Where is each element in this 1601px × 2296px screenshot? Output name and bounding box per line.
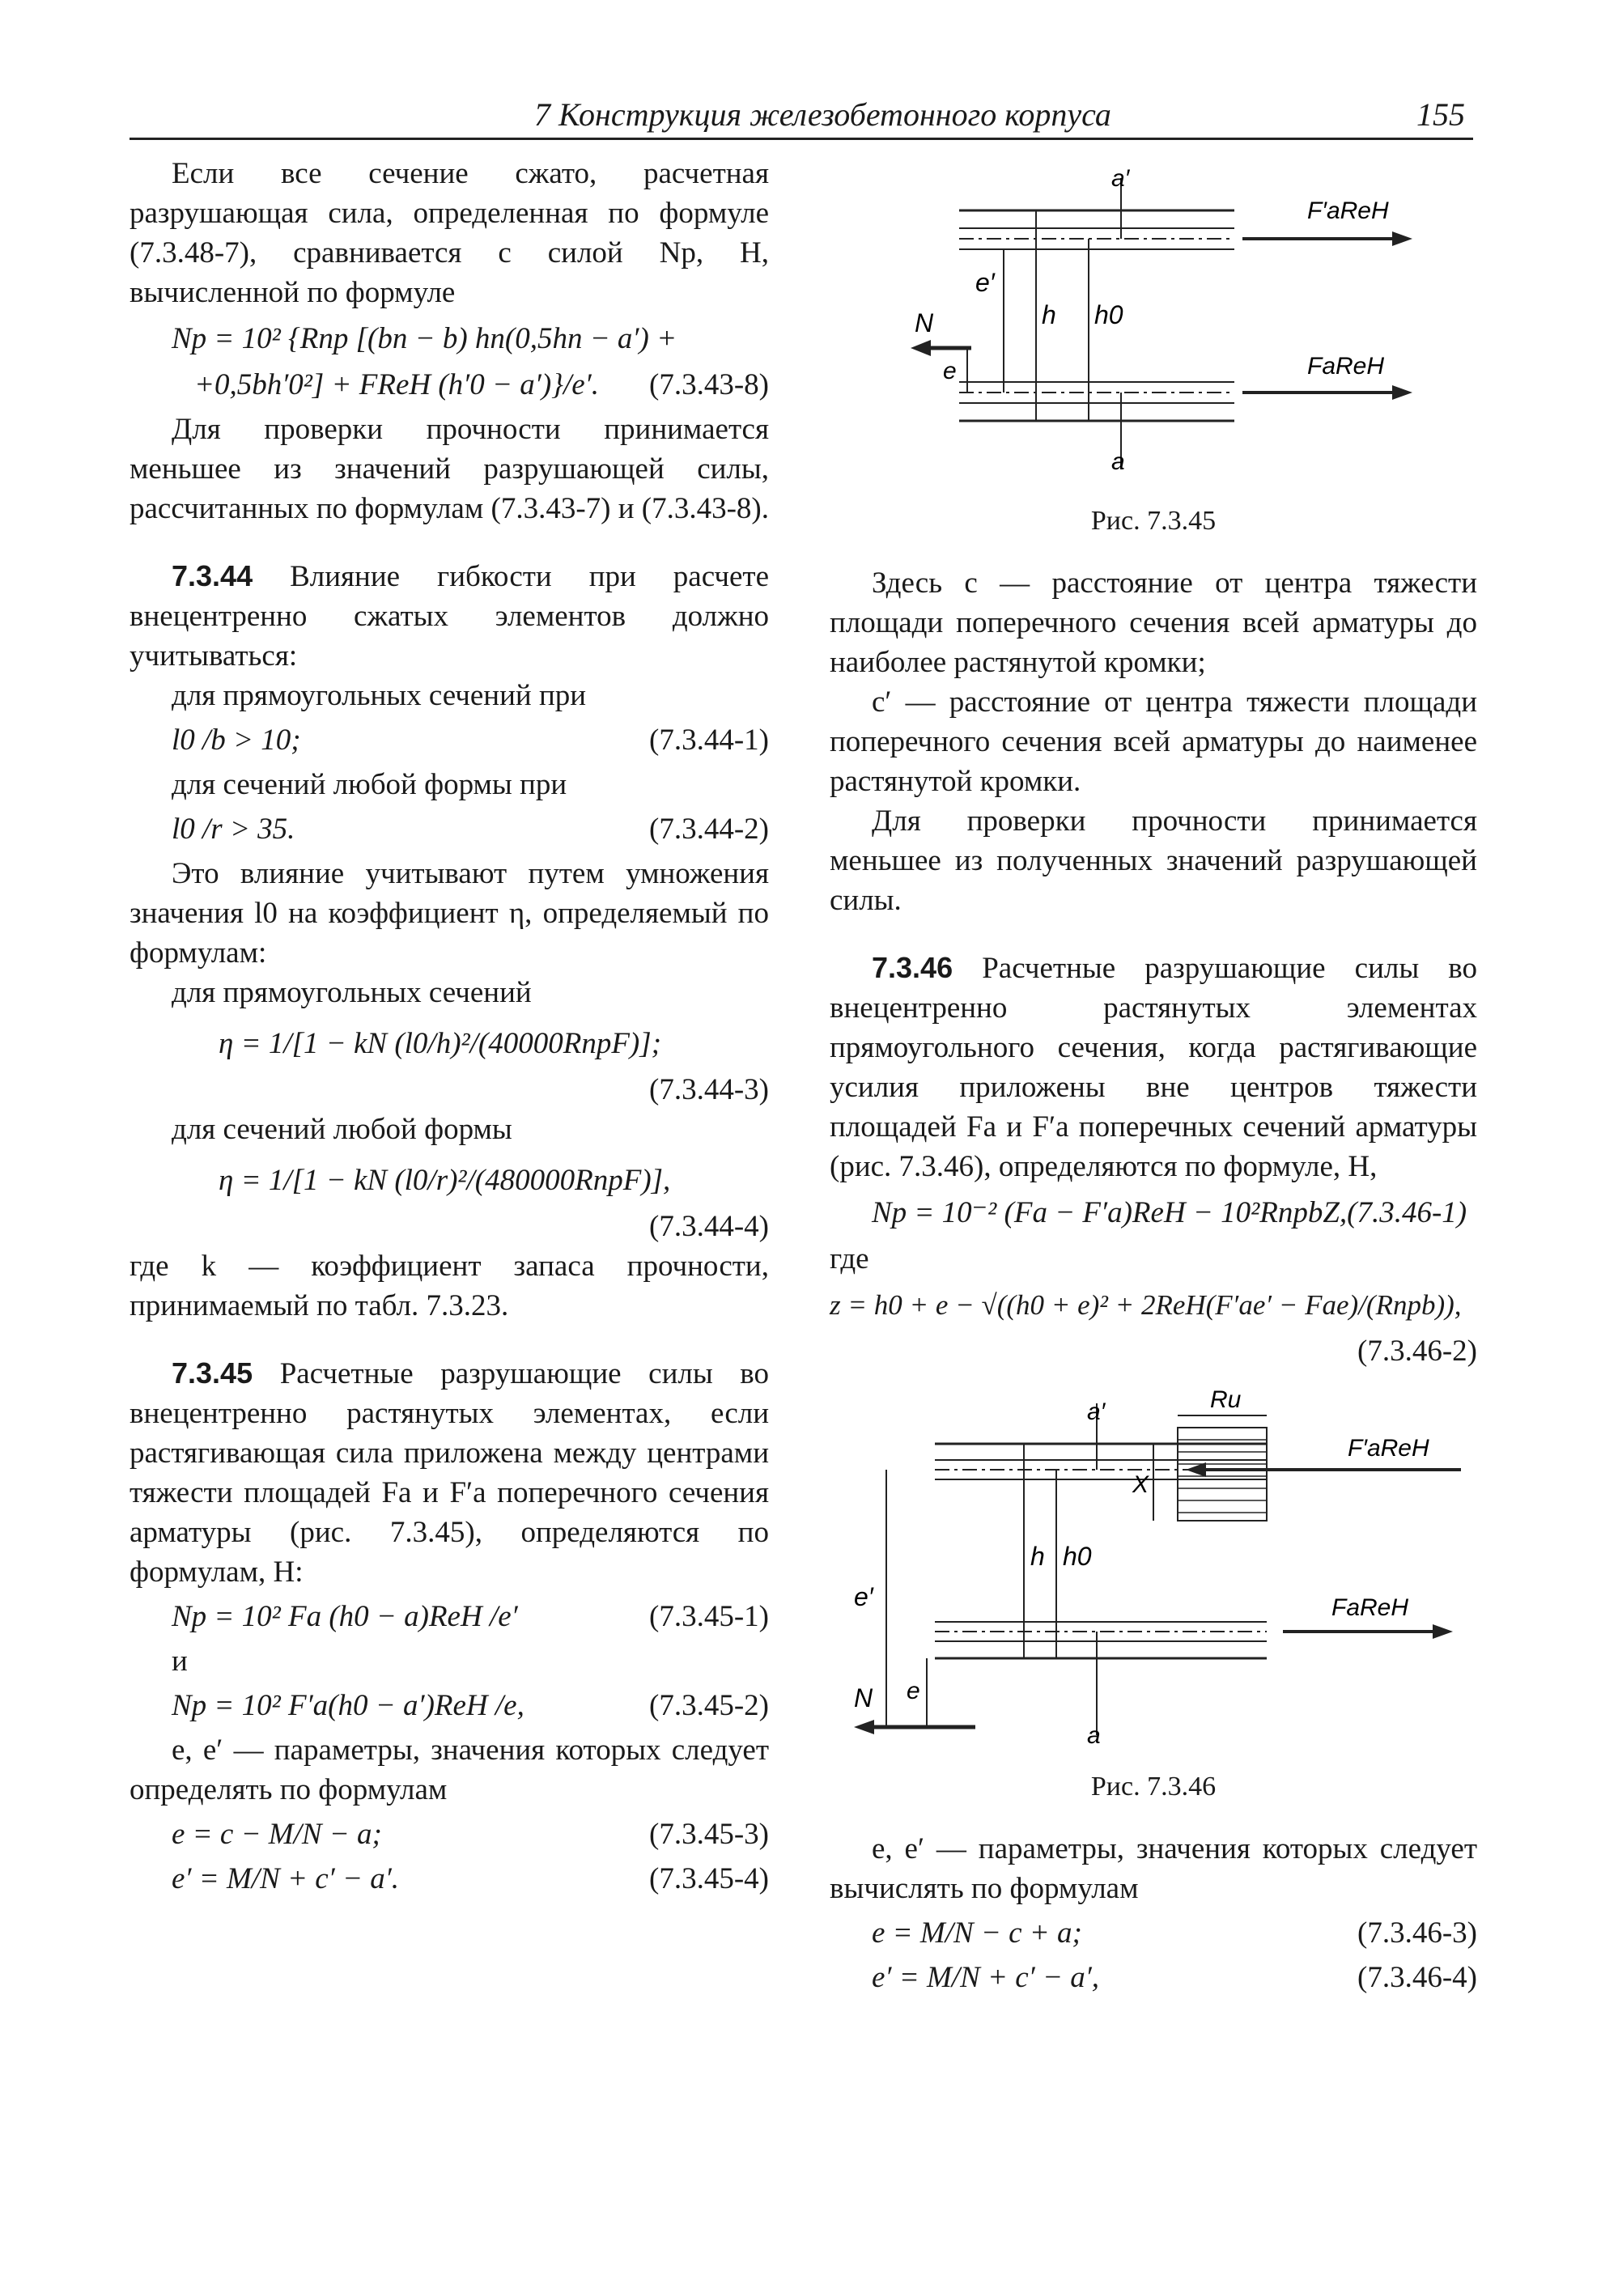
section-number: 7.3.44	[172, 559, 253, 592]
formula-number: (7.3.46-3)	[1357, 1916, 1477, 1950]
formula-number: (7.3.45-3)	[649, 1818, 769, 1851]
label-a-top: a′	[1111, 165, 1130, 192]
formula-text: e′ = M/N + c′ − a′.	[172, 1862, 400, 1895]
page-number: 155	[1416, 96, 1465, 133]
formula-number-7-3-46-2: (7.3.46-2)	[1357, 1335, 1477, 1368]
formula-7-3-44-1	[130, 720, 769, 760]
paragraph-eta: Это влияние учитывают путем умножения значения l0 на коэффициент η, определяемый по формулам:	[130, 857, 769, 970]
paragraph-params: e, e′ — параметры, значения которых следует определять по формулам	[130, 1734, 769, 1806]
any-condition-label: для сечений любой формы при	[172, 768, 567, 801]
formula-text: e = c − M/N − a;	[172, 1818, 382, 1851]
paragraph-strength-check: Для проверки прочности принимается меньшее из значений разрушающей силы, рассчитанных по формулам (7.3.43-7) и (7.3.43-8).	[130, 413, 769, 525]
figure-caption: Рис. 7.3.45	[1090, 506, 1217, 536]
compression-hatch	[1178, 1440, 1267, 1513]
label-e-prime: e′	[854, 1582, 873, 1611]
figure-7-3-46	[830, 1379, 1477, 1806]
where-label: где	[830, 1242, 869, 1275]
label-force-bottom: FaReH	[1307, 353, 1385, 380]
label-e-prime: e′	[975, 268, 995, 297]
formula-number: (7.3.45-2)	[649, 1689, 769, 1722]
conjunction: и	[172, 1645, 188, 1678]
formula-7-3-43-8-line1: Nр = 10² {Rпр [(bп − b) hп(0,5hп − a′) +	[172, 322, 677, 355]
figure-caption: Рис. 7.3.46	[1090, 1772, 1217, 1802]
formula-7-3-43-8-line2	[130, 365, 769, 405]
formula-7-3-46-1: Nр = 10⁻² (Fа − F′а)ReH − 10²RпрbZ,(7.3.46-1)	[872, 1196, 1467, 1229]
formula-7-3-45-2	[130, 1686, 769, 1725]
label-force-top: F′aReH	[1307, 197, 1389, 224]
formula-7-3-46-3	[830, 1913, 1477, 1953]
rect-sections-label: для прямоугольных сечений	[172, 976, 532, 1009]
label-a-bottom: a	[1087, 1722, 1101, 1749]
force-bot-arrowhead	[1392, 385, 1412, 400]
formula-text: Nр = 10² Fа (h0 − a)ReH /e′	[172, 1600, 518, 1633]
right-column	[830, 154, 1477, 2002]
formula-text: +0,5bh′0²] + FReH (h′0 − a′)}/e′.	[194, 368, 600, 401]
paragraph-compressed-section: Если все сечение сжато, расчетная разрушающая сила, определенная по формуле (7.3.48-7), сравнивается с силой Nр, Н, вычисленной по формуле	[130, 157, 769, 309]
label-h: h	[1042, 300, 1056, 329]
formula-number: (7.3.45-4)	[649, 1862, 769, 1895]
formula-7-3-44-2	[130, 809, 769, 849]
formula-number-7-3-44-3: (7.3.44-3)	[649, 1073, 769, 1106]
force-top-arrowhead	[1392, 231, 1412, 246]
formula-number: (7.3.44-1)	[649, 724, 769, 757]
section-text: Влияние гибкости при расчете внецентренно сжатых элементов должно учитываться:	[130, 560, 769, 673]
formula-text: l0 /b > 10;	[172, 724, 301, 757]
label-h: h	[1030, 1542, 1045, 1571]
label-N: N	[854, 1683, 873, 1712]
formula-text: l0 /r > 35.	[172, 813, 295, 846]
label-a-bottom: a	[1111, 448, 1125, 475]
label-e: e	[907, 1678, 920, 1704]
figure-7-3-45	[830, 162, 1477, 541]
any-sections-label: для сечений любой формы	[172, 1113, 512, 1146]
section-7-3-46	[830, 948, 1477, 1186]
formula-number-7-3-44-4: (7.3.44-4)	[649, 1210, 769, 1243]
label-X: X	[1132, 1471, 1149, 1498]
formula-7-3-45-1	[130, 1597, 769, 1636]
formula-7-3-45-3	[130, 1814, 769, 1854]
label-h0: h0	[1063, 1542, 1092, 1571]
paragraph-check: Для проверки прочности принимается меньшее из полученных значений разрушающей силы.	[830, 804, 1477, 917]
paragraph-c-definition: Здесь c — расстояние от центра тяжести площади поперечного сечения всей арматуры до наиболее растянутой кромки;	[830, 567, 1477, 679]
formula-text: e = M/N − c + a;	[872, 1916, 1082, 1950]
formula-7-3-46-4	[830, 1958, 1477, 1997]
section-number: 7.3.45	[172, 1356, 253, 1390]
formula-number: (7.3.44-2)	[649, 813, 769, 846]
section-7-3-44	[130, 556, 769, 676]
formula-eta-any: η = 1/[1 − kN (l0/r)²/(480000RпрF)],	[219, 1164, 671, 1197]
formula-number: (7.3.45-1)	[649, 1600, 769, 1633]
section-text: Расчетные разрушающие силы во внецентренно растянутых элементах прямоугольного сечения, когда растягивающие усилия приложены вне центров тяжести площадей Fа и F′а поперечных сечений арматуры (рис. 7.3.46), определяются по формуле, Н,	[830, 952, 1478, 1183]
paragraph-params: e, e′ — параметры, значения которых следует вычислять по формулам	[830, 1832, 1477, 1905]
label-N: N	[915, 308, 934, 337]
formula-eta-rect: η = 1/[1 − kN (l0/h)²/(40000RпрF)];	[219, 1027, 661, 1060]
formula-7-3-45-4	[130, 1859, 769, 1899]
label-force-bottom: FaReH	[1331, 1594, 1409, 1621]
formula-text: Nр = 10² F′а(h0 − a′)ReH /e,	[172, 1689, 524, 1722]
force-N-arrowhead	[854, 1720, 874, 1734]
section-number: 7.3.46	[872, 951, 953, 984]
formula-text: e′ = M/N + c′ − a′,	[872, 1961, 1100, 1994]
figure-7-3-46-drawing	[830, 1379, 1477, 1751]
chapter-title: 7 Конструкция железобетонного корпуса	[534, 96, 1111, 133]
paragraph-c-prime-definition: c′ — расстояние от центра тяжести площади поперечного сечения всей арматуры до наименее растянутой кромки.	[830, 685, 1477, 798]
label-h0: h0	[1094, 300, 1123, 329]
figure-7-3-45-drawing	[830, 162, 1477, 486]
formula-number: (7.3.43-8)	[649, 368, 769, 401]
rect-condition-label: для прямоугольных сечений при	[172, 679, 587, 712]
label-Ru: Ru	[1210, 1386, 1242, 1413]
force-bot-arrowhead	[1433, 1624, 1453, 1639]
section-7-3-45	[130, 1353, 769, 1592]
label-e: e	[943, 358, 957, 384]
paragraph-k-definition: где k — коэффициент запаса прочности, принимаемый по табл. 7.3.23.	[130, 1250, 769, 1322]
formula-7-3-46-2: z = h0 + e − √((h0 + e)² + 2ReH(F′ae′ − Fae)/(Rпрb)),	[830, 1289, 1462, 1321]
left-column	[130, 154, 769, 1903]
force-N-arrowhead	[911, 340, 931, 356]
running-header	[130, 91, 1473, 140]
label-a-top: a′	[1087, 1398, 1106, 1425]
label-force-top: F′aReH	[1348, 1435, 1429, 1462]
section-text: Расчетные разрушающие силы во внецентренно растянутых элементах, если растягивающая сила приложена между центрами тяжести площадей Fа и F′а поперечного сечения арматуры (рис. 7.3.45), определяются по формулам, Н:	[130, 1357, 770, 1589]
compression-zone	[1178, 1428, 1267, 1521]
formula-number: (7.3.46-4)	[1357, 1961, 1477, 1994]
